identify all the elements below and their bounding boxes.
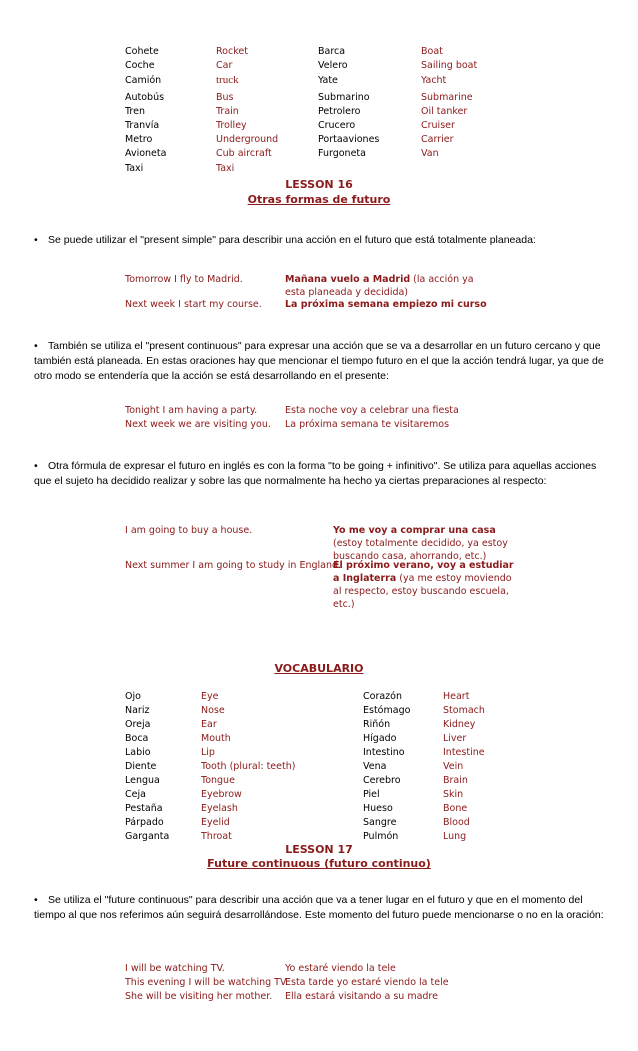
vocab-en-term: Mouth — [201, 733, 231, 744]
example-en: Next week we are visiting you. — [125, 419, 271, 430]
vocab-en-term: Submarine — [421, 92, 473, 103]
vocab-es-term: Sangre — [363, 817, 397, 828]
vocab-en-term: Ear — [201, 719, 217, 730]
vocab-en-term: Lung — [443, 831, 467, 842]
vocab-es-term: Corazón — [363, 691, 402, 702]
bullet-icon: • — [34, 460, 38, 472]
example-es: Esta noche voy a celebrar una fiesta — [285, 405, 459, 416]
example-en: Next week I start my course. — [125, 299, 262, 310]
example-en: She will be visiting her mother. — [125, 991, 273, 1002]
vocab-es-term: Lengua — [125, 775, 160, 786]
example-es: Yo me voy a comprar una casa (estoy totalmente decidido, ya estoy buscando casa, ahorrando, etc.) — [333, 525, 508, 562]
vocab-en-term: Stomach — [443, 705, 485, 716]
bullet-icon: • — [34, 340, 38, 352]
vocab-es-term: Nariz — [125, 705, 150, 716]
vocab-en-term: Eyebrow — [201, 789, 242, 800]
vocab-en-term: Bus — [216, 92, 234, 103]
vocab-en-term: Throat — [201, 831, 232, 842]
vocab-es-term: Riñón — [363, 719, 391, 730]
vocab-es-term: Barca — [318, 46, 346, 57]
example-es: Ella estará visitando a su madre — [285, 991, 438, 1002]
bullet-icon: • — [34, 234, 38, 246]
vocab-es-term: Estómago — [363, 705, 411, 716]
vocab-es-term: Submarino — [318, 92, 370, 103]
vocab-en-term: Skin — [443, 789, 464, 800]
vocab-en-term: Rocket — [216, 46, 248, 57]
vocab-en-term: Taxi — [216, 163, 235, 174]
vocab-en-term: Oil tanker — [421, 106, 468, 117]
example-en: This evening I will be watching TV. — [125, 977, 289, 988]
lesson16-paragraph-3: • Otra fórmula de expresar el futuro en inglés es con la forma "to be going + infinitivo". Se utiliza para aquellas acciones que el sujeto ha decidido realizar y sobre las que normalmente ha hecho ya ciertas preparaciones al respecto: — [34, 460, 597, 487]
example-es: Esta tarde yo estaré viendo la tele — [285, 977, 449, 988]
lesson16-paragraph-1: • Se puede utilizar el "present simple" para describir una acción en el futuro que está totalmente planeada: — [34, 234, 536, 246]
lesson17-paragraph-1: • Se utiliza el "future continuous" para describir una acción que va a tener lugar en el futuro y que en el momento del tiempo al que nos referimos aún seguirá desarrollándose. Este momento del futuro puede mencionarse o no en la oración: — [34, 894, 604, 921]
vocab-en-term: Intestine — [443, 747, 485, 758]
vocab-es-term: Oreja — [125, 719, 151, 730]
vocab-es-term: Autobús — [125, 92, 165, 103]
vocab-es-term: Coche — [125, 60, 155, 71]
lesson16-title: LESSON 16 — [285, 178, 353, 191]
vocab-es-term: Petrolero — [318, 106, 361, 117]
vocab-es-term: Labio — [125, 747, 151, 758]
vocab-es-term: Taxi — [125, 163, 144, 174]
vocab-es-term: Metro — [125, 134, 153, 145]
vocab-en-term: Trolley — [216, 120, 247, 131]
vocab-es-term: Yate — [318, 75, 338, 86]
vocab-es-term: Pulmón — [363, 831, 399, 842]
vocab-es-term: Tranvía — [125, 120, 160, 131]
vocab-en-term: Liver — [443, 733, 467, 744]
lesson16-paragraph-2: • También se utiliza el "present continuous" para expresar una acción que se va a desarrollar en un futuro cercano y que también está planeada. En estas oraciones hay que mencionar el tiempo futuro en el que la acción tendrá lugar, ya que de otro modo se entendería que la acción se está desarrollando en el presente: — [34, 340, 604, 382]
vocab-en-term: Cruiser — [421, 120, 455, 131]
vocab-es-term: Furgoneta — [318, 148, 366, 159]
vocab-en-term: Kidney — [443, 719, 476, 730]
vocab-es-term: Ceja — [125, 789, 146, 800]
vocab-es-term: Piel — [363, 789, 380, 800]
vocab-en-term: Train — [216, 106, 239, 117]
vocab-en-term: Boat — [421, 46, 443, 57]
example-es: La próxima semana empiezo mi curso — [285, 299, 487, 310]
vocab-en-term: Underground — [216, 134, 279, 145]
example-en: I will be watching TV. — [125, 963, 225, 974]
vocab-es-term: Ojo — [125, 691, 141, 702]
vocab-es-term: Boca — [125, 733, 149, 744]
vocab-en-term: Blood — [443, 817, 470, 828]
example-es: Yo estaré viendo la tele — [285, 963, 396, 974]
vocab-en-term: Sailing boat — [421, 60, 478, 71]
vocab-en-term: Eyelid — [201, 817, 230, 828]
vocab-es-term: Cohete — [125, 46, 159, 57]
vocab-es-term: Velero — [318, 60, 348, 71]
vocab-en-term: Lip — [201, 747, 215, 758]
vocab-es-term: Intestino — [363, 747, 405, 758]
vocab-es-term: Avioneta — [125, 148, 167, 159]
vocab-es-term: Hígado — [363, 733, 397, 744]
vocab-es-term: Portaaviones — [318, 134, 380, 145]
vocab-en-term: Cub aircraft — [216, 148, 272, 159]
vocab-en-term: Carrier — [421, 134, 454, 145]
vocab-en-term: Car — [216, 60, 233, 71]
vocab-es-term: Cerebro — [363, 775, 401, 786]
vocab-en-term: Tooth (plural: teeth) — [201, 761, 296, 772]
vocab-es-term: Garganta — [125, 831, 170, 842]
vocab-es-term: Crucero — [318, 120, 356, 131]
vocab-en-term: Heart — [443, 691, 470, 702]
vocab-en-term: Nose — [201, 705, 225, 716]
example-es: Mañana vuelo a Madrid (la acción ya esta planeada y decidida) — [285, 274, 474, 298]
example-es: El próximo verano, voy a estudiar a Inglaterra (ya me estoy moviendo al respecto, estoy buscando escuela, etc.) — [333, 560, 514, 610]
vocab-es-term: Párpado — [125, 817, 164, 828]
vocab-es-term: Diente — [125, 761, 157, 772]
lesson16-subtitle: Otras formas de futuro — [247, 193, 391, 206]
vocab-en-term: Eyelash — [201, 803, 238, 814]
vocab-en-term: Tongue — [201, 775, 235, 786]
vocab-es-term: Camión — [125, 75, 162, 86]
vocab-en-term: Eye — [201, 691, 219, 702]
vocab-es-term: Hueso — [363, 803, 393, 814]
vocab-en-term: Bone — [443, 803, 468, 814]
lesson17-subtitle: Future continuous (futuro continuo) — [207, 857, 431, 870]
vocab-es-term: Pestaña — [125, 803, 163, 814]
vocabulario-title: VOCABULARIO — [274, 662, 364, 675]
vocab-es-term: Vena — [363, 761, 387, 772]
example-es: La próxima semana te visitaremos — [285, 419, 450, 430]
example-en: I am going to buy a house. — [125, 525, 253, 536]
example-en: Next summer I am going to study in England. — [125, 560, 342, 571]
example-en: Tonight I am having a party. — [125, 405, 258, 416]
vocab-en-term: truck — [216, 74, 239, 86]
vocab-en-term: Brain — [443, 775, 468, 786]
example-en: Tomorrow I fly to Madrid. — [125, 274, 243, 285]
bullet-icon: • — [34, 894, 38, 906]
vocab-es-term: Tren — [125, 106, 145, 117]
vocab-en-term: Yacht — [421, 75, 447, 86]
lesson17-title: LESSON 17 — [285, 843, 353, 856]
vocab-en-term: Van — [421, 148, 439, 159]
vocab-en-term: Vein — [443, 761, 464, 772]
